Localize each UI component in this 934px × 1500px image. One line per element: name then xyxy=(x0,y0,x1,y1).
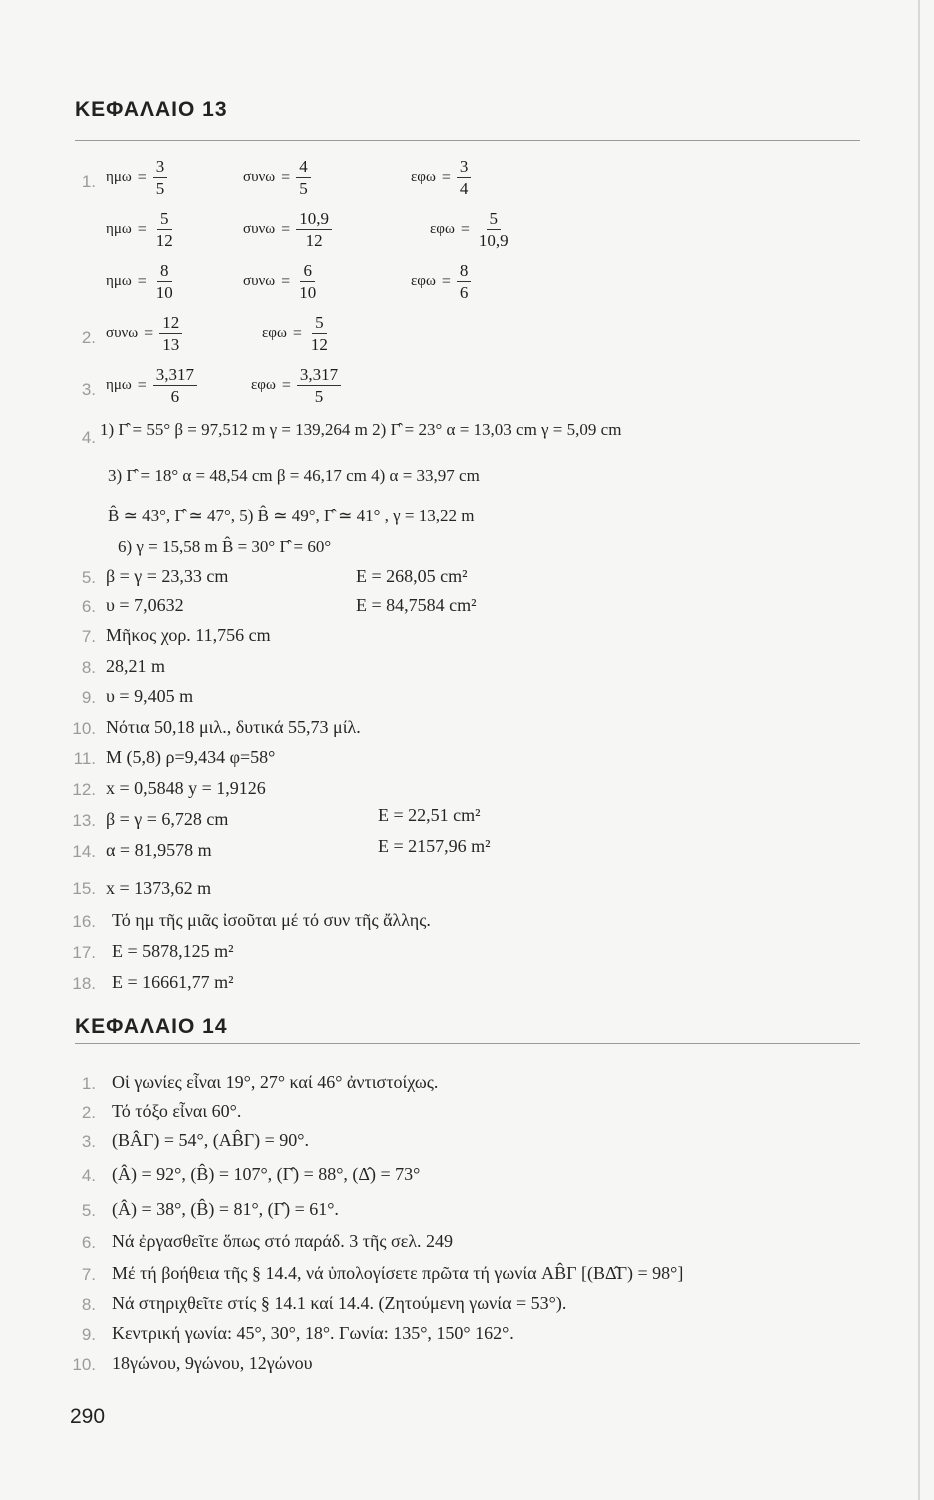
answer-number: 7. xyxy=(81,1265,96,1284)
fraction-eq: εφω = $\frac{8}{6}$ xyxy=(411,262,471,301)
fraction-eq: εφω = $\frac{5}{10,9}$ xyxy=(430,209,509,250)
answer-text: Νότια 50,18 μιλ., δυτικά 55,73 μίλ. xyxy=(106,717,361,737)
answer-text: E = 5878,125 m² xyxy=(112,941,234,961)
answer-text: υ = 7,0632 xyxy=(106,595,184,615)
fraction-eq: ημω = $\frac{3,317}{6}$ xyxy=(106,366,197,405)
answer-extra: E = 268,05 cm² xyxy=(356,566,468,586)
answer-number: 15. xyxy=(72,879,96,898)
answer-text: Μῆκος χορ. 11,756 cm xyxy=(106,625,271,645)
fraction-eq: εφω = $\frac{3,317}{5}$ xyxy=(251,366,341,405)
answer-number: 1. xyxy=(81,172,96,191)
answer-number: 13. xyxy=(72,811,96,830)
chapter-14-rule xyxy=(75,1043,860,1044)
answer-number: 12. xyxy=(72,780,96,799)
page-number: 290 xyxy=(70,1405,106,1428)
answer-text: 28,21 m xyxy=(106,656,166,676)
page-edge xyxy=(918,0,920,1500)
answer-text: Οἱ γωνίες εἶναι 19°, 27° καί 46° ἀντιστοίχως. xyxy=(112,1072,439,1092)
answer-text: B̂ ≃ 43°, Γ̂ ≃ 47°, 5) B̂ ≃ 49°, Γ̂ ≃ 41° , γ = 13,22 m xyxy=(108,506,475,525)
answer-number: 10. xyxy=(72,1355,96,1374)
answer-number: 1. xyxy=(81,1074,96,1093)
answer-text: E = 16661,77 m² xyxy=(112,972,234,992)
answer-number: 4. xyxy=(81,1166,96,1185)
answer-text: 3) Γ̂ = 18° α = 48,54 cm β = 46,17 cm 4) α = 33,97 cm xyxy=(108,466,480,485)
answer-text: Μέ τή βοήθεια τῆς § 14.4, νά ὑπολογίσετε πρῶτα τή γωνία AB̂Γ [(BΔ̂Γ) = 98°] xyxy=(112,1263,684,1283)
answer-text: (BÂΓ) = 54°, (AB̂Γ) = 90°. xyxy=(112,1130,309,1150)
fraction-eq: εφω = $\frac{5}{12}$ xyxy=(262,313,328,354)
fraction-eq: εφω = $\frac{3}{4}$ xyxy=(411,158,471,197)
fraction-eq: συνω = $\frac{10,9}{12}$ xyxy=(243,210,332,249)
answer-number: 3. xyxy=(81,380,96,399)
fraction-eq: ημω = $\frac{5}{12}$ xyxy=(106,209,173,250)
answer-text: 6) γ = 15,58 m B̂ = 30° Γ̂ = 60° xyxy=(118,537,332,556)
answer-number: 2. xyxy=(81,1103,96,1122)
answer-text: x = 1373,62 m xyxy=(106,878,212,898)
answer-text: 1) Γ̂ = 55° β = 97,512 m γ = 139,264 m 2) Γ̂ = 23° α = 13,03 cm γ = 5,09 cm xyxy=(100,420,622,439)
answer-number: 6. xyxy=(81,1233,96,1252)
answer-text: Νά στηριχθεῖτε στίς § 14.1 καί 14.4. (Ζητούμενη γωνία = 53°). xyxy=(112,1293,567,1313)
answer-number: 5. xyxy=(81,568,96,587)
answer-extra: E = 2157,96 m² xyxy=(378,836,491,856)
answer-number: 9. xyxy=(81,688,96,707)
answer-number: 14. xyxy=(72,842,96,861)
answer-text: M (5,8) ρ=9,434 φ=58° xyxy=(106,747,276,767)
answer-text: υ = 9,405 m xyxy=(106,686,194,706)
answer-extra: E = 22,51 cm² xyxy=(378,805,481,825)
answer-text: Τό τόξο εἶναι 60°. xyxy=(112,1101,242,1121)
answer-text: x = 0,5848 y = 1,9126 xyxy=(106,778,266,798)
fraction-eq: ημω = $\frac{3}{5}$ xyxy=(106,158,167,197)
answer-number: 4. xyxy=(81,428,96,447)
answer-text: (Â) = 92°, (B̂) = 107°, (Γ̂) = 88°, (Δ̂) = 73° xyxy=(112,1164,421,1184)
answer-number: 17. xyxy=(72,943,96,962)
answer-number: 11. xyxy=(73,749,96,768)
answer-text: Νά ἐργασθεῖτε ὅπως στό παράδ. 3 τῆς σελ. 249 xyxy=(112,1231,454,1251)
answer-text: 18γώνου, 9γώνου, 12γώνου xyxy=(112,1353,313,1373)
answer-number: 18. xyxy=(72,974,96,993)
chapter-14-title: ΚΕΦΑΛΑΙΟ 14 xyxy=(75,1015,228,1038)
fraction-eq: συνω = $\frac{6}{10}$ xyxy=(243,261,317,302)
answer-text: Κεντρική γωνία: 45°, 30°, 18°. Γωνία: 135°, 150° 162°. xyxy=(112,1323,514,1343)
chapter-13-title: ΚΕΦΑΛΑΙΟ 13 xyxy=(75,98,228,121)
fraction-eq: συνω = $\frac{12}{13}$ xyxy=(106,314,182,353)
answer-extra: E = 84,7584 cm² xyxy=(356,595,477,615)
answer-number: 5. xyxy=(81,1201,96,1220)
answer-text: Τό ημ τῆς μιᾶς ἰσοῦται μέ τό συν τῆς ἄλλης. xyxy=(112,910,431,930)
answer-number: 16. xyxy=(72,912,96,931)
answer-number: 3. xyxy=(81,1132,96,1151)
answer-number: 2. xyxy=(81,328,96,347)
answer-number: 8. xyxy=(81,1295,96,1314)
answer-number: 9. xyxy=(81,1325,96,1344)
answer-number: 6. xyxy=(81,597,96,616)
answer-text: β = γ = 6,728 cm xyxy=(106,809,229,829)
answer-number: 10. xyxy=(72,719,96,738)
answer-text: (Â) = 38°, (B̂) = 81°, (Γ̂) = 61°. xyxy=(112,1199,339,1219)
answer-number: 8. xyxy=(81,658,96,677)
fraction-eq: ημω = $\frac{8}{10}$ xyxy=(106,261,173,302)
answer-number: 7. xyxy=(81,627,96,646)
answer-text: α = 81,9578 m xyxy=(106,840,212,860)
answer-text: β = γ = 23,33 cm xyxy=(106,566,229,586)
fraction-eq: συνω = $\frac{4}{5}$ xyxy=(243,158,311,197)
chapter-13-rule xyxy=(75,140,860,141)
